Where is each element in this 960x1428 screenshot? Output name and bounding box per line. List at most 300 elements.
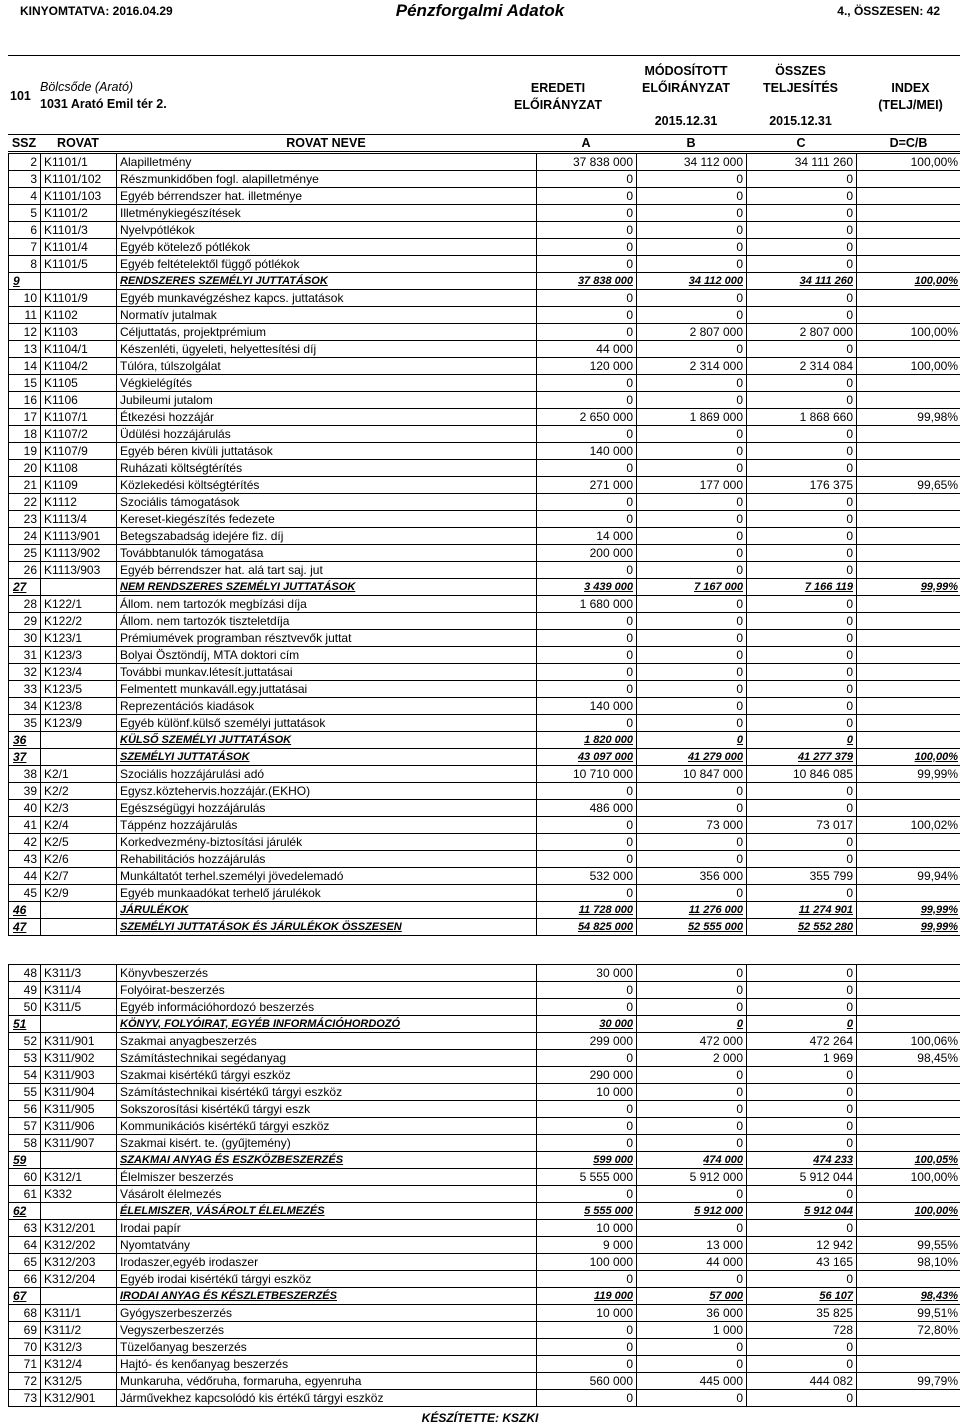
cell-ssz: 58 xyxy=(9,1135,41,1152)
cell-d xyxy=(857,596,960,613)
cell-name: Számítástechnikai segédanyag xyxy=(117,1050,537,1067)
table-row xyxy=(9,817,960,834)
cell-b: 0 xyxy=(637,1135,747,1152)
table-row xyxy=(9,647,960,664)
cell-a: 10 710 000 xyxy=(537,766,637,783)
table-row xyxy=(9,307,960,324)
cell-b: 0 xyxy=(637,965,747,982)
cell-name: Nyelvpótlékok xyxy=(117,222,537,239)
cell-b: 13 000 xyxy=(637,1237,747,1254)
cell-c: 1 969 xyxy=(747,1050,857,1067)
cell-a: 37 838 000 xyxy=(537,154,637,171)
cell-b: 34 112 000 xyxy=(637,273,747,290)
cell-c: 5 912 044 xyxy=(747,1169,857,1186)
cell-rovat: K2/3 xyxy=(41,800,117,817)
cell-a: 0 xyxy=(537,834,637,851)
cell-a: 0 xyxy=(537,851,637,868)
cell-d xyxy=(857,982,960,999)
col-d-title-1: INDEX xyxy=(891,81,930,95)
cell-d: 100,00% xyxy=(857,1203,960,1220)
cell-b: 0 xyxy=(637,715,747,732)
cell-c: 0 xyxy=(747,545,857,562)
cell-c: 0 xyxy=(747,681,857,698)
cell-name: Túlóra, túlszolgálat xyxy=(117,358,537,375)
cell-ssz: 51 xyxy=(9,1016,41,1033)
cell-b: 57 000 xyxy=(637,1288,747,1305)
cell-ssz: 42 xyxy=(9,834,41,851)
cell-a: 599 000 xyxy=(537,1152,637,1169)
cell-rovat xyxy=(41,732,117,749)
cell-name: KÖNYV, FOLYÓIRAT, EGYÉB INFORMÁCIÓHORDOZÓ xyxy=(117,1016,537,1033)
cell-d xyxy=(857,613,960,630)
institution-name: Bölcsőde (Arató) xyxy=(40,80,134,94)
cell-b: 0 xyxy=(637,783,747,800)
cell-rovat: K311/902 xyxy=(41,1050,117,1067)
cell-d xyxy=(857,885,960,902)
cell-rovat: K2/5 xyxy=(41,834,117,851)
cell-a: 44 000 xyxy=(537,341,637,358)
table-row xyxy=(9,171,960,188)
cell-b: 0 xyxy=(637,885,747,902)
col-c-title-2: TELJESÍTÉS xyxy=(762,81,839,95)
cell-name: Betegszabadság idejére fiz. díj xyxy=(117,528,537,545)
cell-a: 0 xyxy=(537,715,637,732)
cell-b: 0 xyxy=(637,511,747,528)
cell-b: 0 xyxy=(637,834,747,851)
cell-c: 0 xyxy=(747,205,857,222)
cell-c: 0 xyxy=(747,426,857,443)
cell-c: 2 314 084 xyxy=(747,358,857,375)
cell-rovat: K123/8 xyxy=(41,698,117,715)
cell-name: SZEMÉLYI JUTTATÁSOK ÉS JÁRULÉKOK ÖSSZESEN xyxy=(117,919,537,936)
cell-c: 0 xyxy=(747,783,857,800)
column-headers xyxy=(8,135,960,152)
cell-a: 271 000 xyxy=(537,477,637,494)
cell-b: 0 xyxy=(637,800,747,817)
cell-b: 445 000 xyxy=(637,1373,747,1390)
table-row xyxy=(9,800,960,817)
table-row xyxy=(9,494,960,511)
cell-a: 1 680 000 xyxy=(537,596,637,613)
cell-rovat: K1101/3 xyxy=(41,222,117,239)
cell-c: 0 xyxy=(747,171,857,188)
cell-b: 0 xyxy=(637,307,747,324)
cell-rovat: K312/203 xyxy=(41,1254,117,1271)
cell-a: 299 000 xyxy=(537,1033,637,1050)
cell-rovat: K1108 xyxy=(41,460,117,477)
table-row xyxy=(9,1322,960,1339)
cell-d: 99,98% xyxy=(857,409,960,426)
cell-rovat: K312/4 xyxy=(41,1356,117,1373)
cell-rovat: K2/2 xyxy=(41,783,117,800)
cell-a: 30 000 xyxy=(537,965,637,982)
cell-rovat: K311/905 xyxy=(41,1101,117,1118)
cell-d xyxy=(857,205,960,222)
cell-ssz: 38 xyxy=(9,766,41,783)
cell-ssz: 70 xyxy=(9,1339,41,1356)
cell-ssz: 33 xyxy=(9,681,41,698)
table-row xyxy=(9,528,960,545)
cell-ssz: 17 xyxy=(9,409,41,426)
cell-rovat: K122/2 xyxy=(41,613,117,630)
cell-c: 0 xyxy=(747,1186,857,1203)
cell-ssz: 36 xyxy=(9,732,41,749)
table-row xyxy=(9,239,960,256)
cell-a: 5 555 000 xyxy=(537,1203,637,1220)
cell-name: Szakmai anyagbeszerzés xyxy=(117,1033,537,1050)
cell-ssz: 11 xyxy=(9,307,41,324)
cell-b: 0 xyxy=(637,171,747,188)
cell-rovat: K311/906 xyxy=(41,1118,117,1135)
cell-c: 176 375 xyxy=(747,477,857,494)
summary-row xyxy=(9,1016,960,1033)
table-row xyxy=(9,1033,960,1050)
cell-c: 0 xyxy=(747,562,857,579)
cell-ssz: 48 xyxy=(9,965,41,982)
cell-rovat: K1109 xyxy=(41,477,117,494)
cell-a: 10 000 xyxy=(537,1220,637,1237)
top-bar xyxy=(0,0,960,24)
cell-c: 355 799 xyxy=(747,868,857,885)
cell-name: Korkedvezmény-biztosítási járulék xyxy=(117,834,537,851)
cell-c: 0 xyxy=(747,800,857,817)
cell-ssz: 40 xyxy=(9,800,41,817)
cell-c: 0 xyxy=(747,982,857,999)
table-row xyxy=(9,1169,960,1186)
cell-a: 0 xyxy=(537,1322,637,1339)
cell-c: 444 082 xyxy=(747,1373,857,1390)
cell-b: 0 xyxy=(637,851,747,868)
cell-name: Kommunikációs kisértékű tárgyi eszköz xyxy=(117,1118,537,1135)
table-row xyxy=(9,205,960,222)
cell-c: 43 165 xyxy=(747,1254,857,1271)
institution-id: 101 xyxy=(10,89,31,103)
table-row xyxy=(9,222,960,239)
cell-name: Prémiumévek programban résztvevők juttat xyxy=(117,630,537,647)
cell-a: 0 xyxy=(537,307,637,324)
cell-c: 0 xyxy=(747,1271,857,1288)
cell-ssz: 50 xyxy=(9,999,41,1016)
cell-ssz: 30 xyxy=(9,630,41,647)
cell-rovat: K2/4 xyxy=(41,817,117,834)
cell-a: 0 xyxy=(537,982,637,999)
cell-rovat: K123/5 xyxy=(41,681,117,698)
col-a: A xyxy=(581,136,591,150)
cell-a: 14 000 xyxy=(537,528,637,545)
cell-ssz: 9 xyxy=(9,273,41,290)
cell-ssz: 24 xyxy=(9,528,41,545)
cell-d xyxy=(857,1390,960,1407)
table-row xyxy=(9,341,960,358)
cell-d: 100,02% xyxy=(857,817,960,834)
data-table-2 xyxy=(8,964,960,1407)
cell-d xyxy=(857,1101,960,1118)
cell-b: 36 000 xyxy=(637,1305,747,1322)
cell-name: Sokszorosítási kisértékű tárgyi eszk xyxy=(117,1101,537,1118)
cell-d xyxy=(857,188,960,205)
cell-c: 0 xyxy=(747,999,857,1016)
cell-c: 472 264 xyxy=(747,1033,857,1050)
cell-ssz: 7 xyxy=(9,239,41,256)
cell-rovat: K1112 xyxy=(41,494,117,511)
summary-row xyxy=(9,749,960,766)
table-row xyxy=(9,999,960,1016)
cell-a: 0 xyxy=(537,426,637,443)
cell-c: 728 xyxy=(747,1322,857,1339)
cell-rovat: K1101/5 xyxy=(41,256,117,273)
table-row xyxy=(9,477,960,494)
cell-c: 0 xyxy=(747,596,857,613)
cell-ssz: 20 xyxy=(9,460,41,477)
cell-b: 11 276 000 xyxy=(637,902,747,919)
cell-ssz: 55 xyxy=(9,1084,41,1101)
cell-d xyxy=(857,1135,960,1152)
table-row xyxy=(9,562,960,579)
cell-ssz: 25 xyxy=(9,545,41,562)
summary-row xyxy=(9,919,960,936)
cell-ssz: 72 xyxy=(9,1373,41,1390)
cell-ssz: 3 xyxy=(9,171,41,188)
table-row xyxy=(9,1339,960,1356)
cell-ssz: 18 xyxy=(9,426,41,443)
cell-name: NEM RENDSZERES SZEMÉLYI JUTTATÁSOK xyxy=(117,579,537,596)
cell-rovat: K2/7 xyxy=(41,868,117,885)
cell-a: 0 xyxy=(537,1271,637,1288)
cell-a: 0 xyxy=(537,1050,637,1067)
cell-d xyxy=(857,528,960,545)
cell-c: 0 xyxy=(747,443,857,460)
cell-name: Folyóirat-beszerzés xyxy=(117,982,537,999)
cell-name: Tüzelőanyag beszerzés xyxy=(117,1339,537,1356)
cell-name: Nyomtatvány xyxy=(117,1237,537,1254)
cell-b: 0 xyxy=(637,732,747,749)
cell-d xyxy=(857,545,960,562)
cell-name: Szakmai kisértékű tárgyi eszköz xyxy=(117,1067,537,1084)
cell-ssz: 29 xyxy=(9,613,41,630)
table-row xyxy=(9,664,960,681)
col-rovat-name: ROVAT NEVE xyxy=(286,136,366,150)
cell-rovat: K332 xyxy=(41,1186,117,1203)
cell-d xyxy=(857,630,960,647)
cell-c: 0 xyxy=(747,647,857,664)
cell-d xyxy=(857,239,960,256)
cell-a: 0 xyxy=(537,647,637,664)
cell-b: 0 xyxy=(637,426,747,443)
cell-b: 0 xyxy=(637,341,747,358)
cell-c: 0 xyxy=(747,511,857,528)
cell-ssz: 12 xyxy=(9,324,41,341)
table-row xyxy=(9,1356,960,1373)
cell-a: 2 650 000 xyxy=(537,409,637,426)
cell-d: 99,99% xyxy=(857,902,960,919)
cell-d xyxy=(857,392,960,409)
col-d-title-2: (TELJ/MEI) xyxy=(878,98,943,112)
cell-c: 0 xyxy=(747,1390,857,1407)
cell-ssz: 66 xyxy=(9,1271,41,1288)
cell-a: 486 000 xyxy=(537,800,637,817)
cell-c: 1 868 660 xyxy=(747,409,857,426)
cell-name: Egészségügyi hozzájárulás xyxy=(117,800,537,817)
cell-name: Hajtó- és kenőanyag beszerzés xyxy=(117,1356,537,1373)
cell-a: 0 xyxy=(537,392,637,409)
cell-rovat: K311/904 xyxy=(41,1084,117,1101)
cell-d xyxy=(857,426,960,443)
report-header xyxy=(8,55,960,135)
cell-a: 120 000 xyxy=(537,358,637,375)
cell-b: 0 xyxy=(637,982,747,999)
cell-b: 0 xyxy=(637,375,747,392)
cell-b: 41 279 000 xyxy=(637,749,747,766)
cell-a: 0 xyxy=(537,1186,637,1203)
cell-name: Étkezési hozzájár xyxy=(117,409,537,426)
summary-row xyxy=(9,273,960,290)
cell-d xyxy=(857,698,960,715)
cell-ssz: 10 xyxy=(9,290,41,307)
table-row xyxy=(9,154,960,171)
table-row xyxy=(9,596,960,613)
cell-name: Egyéb irodai kisértékű tárgyi eszköz xyxy=(117,1271,537,1288)
summary-row xyxy=(9,902,960,919)
table-row xyxy=(9,1254,960,1271)
cell-ssz: 41 xyxy=(9,817,41,834)
cell-b: 0 xyxy=(637,239,747,256)
table-row xyxy=(9,1220,960,1237)
cell-ssz: 6 xyxy=(9,222,41,239)
cell-name: Továbbtanulók támogatása xyxy=(117,545,537,562)
cell-a: 0 xyxy=(537,664,637,681)
cell-d xyxy=(857,715,960,732)
cell-name: Irodai papír xyxy=(117,1220,537,1237)
cell-name: SZEMÉLYI JUTTATÁSOK xyxy=(117,749,537,766)
cell-c: 0 xyxy=(747,834,857,851)
cell-c: 0 xyxy=(747,528,857,545)
table-row xyxy=(9,1271,960,1288)
table-row xyxy=(9,1390,960,1407)
cell-c: 2 807 000 xyxy=(747,324,857,341)
cell-a: 0 xyxy=(537,171,637,188)
cell-d: 98,45% xyxy=(857,1050,960,1067)
cell-rovat: K123/9 xyxy=(41,715,117,732)
cell-c: 7 166 119 xyxy=(747,579,857,596)
cell-ssz: 5 xyxy=(9,205,41,222)
table-row xyxy=(9,188,960,205)
cell-name: ÉLELMISZER, VÁSÁROLT ÉLELMEZÉS xyxy=(117,1203,537,1220)
cell-a: 43 097 000 xyxy=(537,749,637,766)
cell-c: 0 xyxy=(747,256,857,273)
cell-a: 0 xyxy=(537,375,637,392)
cell-rovat: K312/202 xyxy=(41,1237,117,1254)
table-row xyxy=(9,392,960,409)
cell-b: 0 xyxy=(637,1101,747,1118)
cell-c: 0 xyxy=(747,1016,857,1033)
table-row xyxy=(9,681,960,698)
cell-c: 0 xyxy=(747,698,857,715)
cell-c: 0 xyxy=(747,885,857,902)
cell-rovat: K1113/903 xyxy=(41,562,117,579)
cell-c: 0 xyxy=(747,460,857,477)
table-row xyxy=(9,1084,960,1101)
table-row xyxy=(9,885,960,902)
cell-rovat: K1101/1 xyxy=(41,154,117,171)
table-row xyxy=(9,783,960,800)
cell-name: Táppénz hozzájárulás xyxy=(117,817,537,834)
cell-b: 0 xyxy=(637,1016,747,1033)
cell-d: 100,00% xyxy=(857,324,960,341)
cell-ssz: 15 xyxy=(9,375,41,392)
cell-c: 0 xyxy=(747,851,857,868)
cell-rovat xyxy=(41,919,117,936)
cell-c: 0 xyxy=(747,732,857,749)
cell-name: Könyvbeszerzés xyxy=(117,965,537,982)
cell-a: 0 xyxy=(537,205,637,222)
table-row xyxy=(9,443,960,460)
cell-a: 37 838 000 xyxy=(537,273,637,290)
cell-rovat: K2/9 xyxy=(41,885,117,902)
table-row xyxy=(9,982,960,999)
table-row xyxy=(9,409,960,426)
cell-ssz: 46 xyxy=(9,902,41,919)
table-row xyxy=(9,1186,960,1203)
cell-a: 10 000 xyxy=(537,1084,637,1101)
cell-d: 99,51% xyxy=(857,1305,960,1322)
cell-a: 0 xyxy=(537,460,637,477)
print-date: KINYOMTATVA: 2016.04.29 xyxy=(20,4,173,18)
cell-name: Bolyai Ösztöndíj, MTA doktori cím xyxy=(117,647,537,664)
cell-rovat xyxy=(41,1016,117,1033)
cell-ssz: 60 xyxy=(9,1169,41,1186)
cell-name: Jubileumi jutalom xyxy=(117,392,537,409)
cell-ssz: 19 xyxy=(9,443,41,460)
cell-c: 0 xyxy=(747,307,857,324)
table-row xyxy=(9,1237,960,1254)
cell-a: 290 000 xyxy=(537,1067,637,1084)
cell-ssz: 22 xyxy=(9,494,41,511)
cell-c: 0 xyxy=(747,392,857,409)
table-row xyxy=(9,965,960,982)
cell-name: Egyéb bérrendszer hat. illetménye xyxy=(117,188,537,205)
cell-ssz: 59 xyxy=(9,1152,41,1169)
cell-c: 0 xyxy=(747,222,857,239)
cell-a: 9 000 xyxy=(537,1237,637,1254)
cell-rovat: K2/1 xyxy=(41,766,117,783)
cell-a: 0 xyxy=(537,817,637,834)
cell-a: 3 439 000 xyxy=(537,579,637,596)
cell-ssz: 57 xyxy=(9,1118,41,1135)
cell-c: 12 942 xyxy=(747,1237,857,1254)
cell-rovat: K122/1 xyxy=(41,596,117,613)
cell-rovat xyxy=(41,273,117,290)
cell-b: 1 869 000 xyxy=(637,409,747,426)
cell-rovat xyxy=(41,1288,117,1305)
col-c-date: 2015.12.31 xyxy=(769,114,832,128)
cell-c: 474 233 xyxy=(747,1152,857,1169)
cell-rovat: K1103 xyxy=(41,324,117,341)
data-table-1 xyxy=(8,153,960,936)
cell-name: Állom. nem tartozók megbízási díja xyxy=(117,596,537,613)
cell-d xyxy=(857,290,960,307)
cell-name: Egyéb munkaadókat terhelő járulékok xyxy=(117,885,537,902)
cell-ssz: 47 xyxy=(9,919,41,936)
cell-rovat: K311/901 xyxy=(41,1033,117,1050)
cell-ssz: 54 xyxy=(9,1067,41,1084)
summary-row xyxy=(9,732,960,749)
cell-a: 140 000 xyxy=(537,698,637,715)
cell-b: 474 000 xyxy=(637,1152,747,1169)
cell-a: 0 xyxy=(537,511,637,528)
cell-a: 0 xyxy=(537,783,637,800)
cell-c: 34 111 260 xyxy=(747,273,857,290)
cell-a: 0 xyxy=(537,1118,637,1135)
